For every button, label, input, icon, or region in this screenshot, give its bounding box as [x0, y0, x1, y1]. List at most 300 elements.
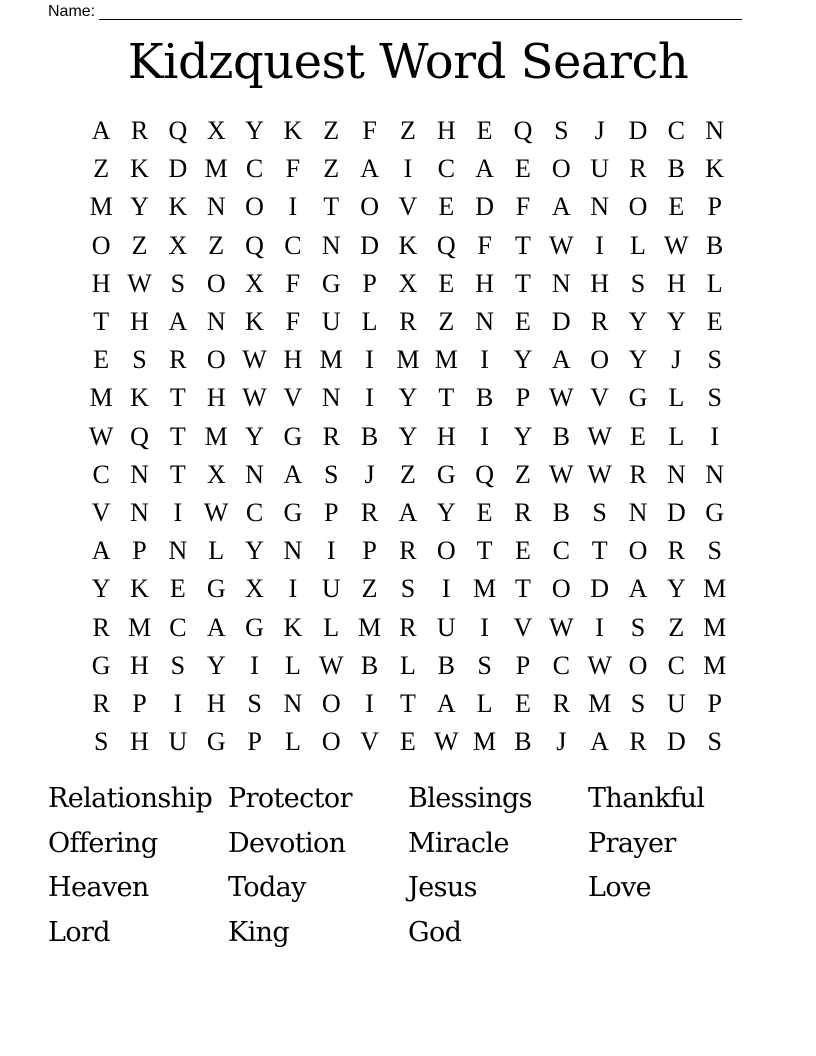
grid-letter: W [242, 345, 267, 375]
word-list [48, 776, 768, 955]
word-list-item: Offering [48, 827, 158, 859]
grid-letter: A [475, 154, 494, 184]
grid-letter: F [477, 230, 492, 260]
grid-letter: I [710, 421, 719, 451]
grid-letter: H [436, 421, 456, 451]
grid-letter: W [587, 650, 612, 680]
grid-letter: P [362, 268, 377, 298]
grid-letter: V [590, 383, 610, 413]
grid-letter: L [630, 230, 646, 260]
grid-letter: B [360, 421, 379, 451]
grid-letter: C [552, 536, 570, 566]
grid-letter: K [705, 154, 725, 184]
grid-letter: E [399, 727, 416, 757]
grid-letter: X [206, 116, 226, 146]
grid-letter: A [551, 192, 571, 222]
grid-letter: K [398, 230, 418, 260]
grid-letter: L [399, 650, 416, 680]
grid-letter: N [283, 688, 303, 718]
grid-letter: K [283, 116, 303, 146]
grid-letter: S [707, 345, 722, 375]
grid-letter: P [132, 688, 147, 718]
grid-letter: D [666, 497, 686, 527]
grid-letter: M [204, 421, 228, 451]
grid-letter: W [549, 383, 574, 413]
grid-letter: B [552, 421, 570, 451]
grid-letter: Y [245, 536, 264, 566]
grid-letter: T [169, 459, 186, 489]
grid-letter: M [89, 383, 113, 413]
grid-letter: A [551, 345, 571, 375]
grid-letter: Z [399, 459, 416, 489]
grid-letter: X [245, 268, 264, 298]
grid-letter: Y [628, 345, 648, 375]
grid-letter: V [398, 192, 418, 222]
grid-letter: I [595, 230, 604, 260]
grid-letter: G [206, 727, 226, 757]
grid-letter: M [703, 612, 727, 642]
grid-letter: Q [436, 230, 456, 260]
grid-letter: Y [245, 116, 264, 146]
grid-letter: Y [398, 421, 418, 451]
grid-letter: S [247, 688, 262, 718]
grid-letter: Y [628, 307, 648, 337]
grid-letter: N [551, 268, 571, 298]
grid-letter: K [130, 154, 149, 184]
grid-letter: P [324, 497, 339, 527]
grid-letter: M [473, 727, 497, 757]
grid-letter: T [438, 383, 455, 413]
grid-letter: T [399, 688, 416, 718]
name-write-line [99, 5, 742, 20]
grid-letter: I [365, 383, 374, 413]
grid-letter: Y [206, 650, 226, 680]
grid-letter: B [437, 650, 455, 680]
grid-letter: M [396, 345, 420, 375]
grid-letter: G [321, 268, 341, 298]
grid-letter: E [438, 268, 455, 298]
grid-letter: H [436, 116, 456, 146]
grid-letter: E [630, 421, 646, 451]
grid-letter: L [323, 612, 340, 642]
grid-letter: G [628, 383, 648, 413]
grid-letter: R [92, 612, 110, 642]
grid-letter: M [434, 345, 458, 375]
grid-letter: M [89, 192, 113, 222]
grid-letter: N [168, 536, 188, 566]
grid-letter: R [590, 307, 609, 337]
grid-letter: G [283, 421, 303, 451]
grid-letter: Z [131, 230, 148, 260]
grid-letter: O [360, 192, 379, 222]
grid-letter: Z [438, 307, 455, 337]
grid-letter: N [321, 230, 341, 260]
grid-letter: X [398, 268, 418, 298]
grid-letter: G [436, 459, 456, 489]
grid-letter: W [433, 727, 459, 757]
grid-letter: L [668, 421, 685, 451]
grid-letter: Y [130, 192, 149, 222]
grid-letter: M [319, 345, 343, 375]
grid-letter: I [480, 612, 489, 642]
grid-letter: P [132, 536, 147, 566]
word-list-item: Today [228, 872, 306, 904]
grid-letter: Z [668, 612, 685, 642]
grid-letter: C [552, 650, 570, 680]
grid-letter: I [441, 574, 451, 604]
grid-letter: W [587, 459, 612, 489]
grid-letter: R [399, 307, 417, 337]
grid-letter: S [707, 383, 722, 413]
grid-letter: N [130, 497, 149, 527]
grid-letter: B [667, 154, 685, 184]
grid-letter: R [399, 612, 417, 642]
grid-letter: Z [323, 116, 340, 146]
grid-letter: A [360, 154, 379, 184]
grid-letter: W [127, 268, 152, 298]
word-list-item: Devotion [228, 827, 346, 859]
grid-letter: A [91, 536, 111, 566]
grid-letter: W [203, 497, 229, 527]
grid-letter: C [92, 459, 110, 489]
grid-letter: D [628, 116, 648, 146]
grid-letter: S [170, 268, 186, 298]
page-title: Kidzquest Word Search [127, 34, 689, 90]
grid-letter: S [477, 650, 492, 680]
grid-letter: I [288, 192, 298, 222]
grid-letter: T [591, 536, 608, 566]
grid-letter: R [552, 688, 570, 718]
grid-letter: S [554, 116, 569, 146]
grid-letter: W [664, 230, 689, 260]
grid-letter: C [437, 154, 455, 184]
grid-letter: H [91, 268, 111, 298]
grid-letter: E [93, 345, 110, 375]
grid-letter: O [628, 536, 648, 566]
grid-letter: C [667, 650, 685, 680]
grid-letter: A [628, 574, 648, 604]
grid-letter: U [666, 688, 686, 718]
grid-letter: X [245, 574, 264, 604]
word-list-item: Relationship [48, 782, 213, 814]
grid-letter: S [707, 727, 722, 757]
grid-letter: B [475, 383, 494, 413]
grid-letter: O [628, 192, 648, 222]
grid-letter: Z [93, 154, 110, 184]
grid-letter: V [513, 612, 533, 642]
grid-letter: I [173, 688, 183, 718]
grid-letter: L [668, 383, 685, 413]
grid-letter: T [323, 192, 340, 222]
grid-letter: A [436, 688, 456, 718]
grid-letter: P [247, 727, 262, 757]
grid-letter: W [549, 230, 574, 260]
grid-letter: L [706, 268, 723, 298]
grid-letter: K [245, 307, 264, 337]
grid-letter: S [630, 268, 646, 298]
grid-letter: T [515, 230, 531, 260]
grid-letter: V [283, 383, 303, 413]
grid-letter: N [245, 459, 264, 489]
grid-letter: O [245, 192, 264, 222]
grid-letter: F [285, 307, 301, 337]
grid-letter: Y [436, 497, 456, 527]
grid-letter: Z [399, 116, 416, 146]
grid-letter: S [324, 459, 339, 489]
grid-letter: S [707, 536, 722, 566]
grid-letter: G [245, 612, 264, 642]
grid-letter: O [321, 727, 341, 757]
grid-letter: L [208, 536, 225, 566]
grid-letter: E [515, 688, 531, 718]
grid-letter: W [242, 383, 267, 413]
grid-letter: G [705, 497, 725, 527]
grid-letter: X [168, 230, 188, 260]
grid-letter: R [629, 154, 647, 184]
grid-letter: F [285, 154, 301, 184]
grid-letter: E [706, 307, 723, 337]
grid-letter: S [170, 650, 186, 680]
grid-letter: F [362, 116, 377, 146]
grid-letter: R [629, 727, 647, 757]
grid-letter: O [206, 345, 226, 375]
word-list-item: God [408, 917, 462, 949]
grid-letter: Z [323, 154, 340, 184]
grid-letter: S [400, 574, 416, 604]
grid-letter: F [515, 192, 531, 222]
grid-letter: W [549, 612, 574, 642]
grid-letter: G [91, 650, 111, 680]
grid-letter: D [590, 574, 610, 604]
grid-letter: M [127, 612, 152, 642]
grid-letter: Y [91, 574, 111, 604]
grid-letter: R [399, 536, 417, 566]
grid-letter: Z [515, 459, 531, 489]
grid-letter: R [169, 345, 187, 375]
grid-letter: A [91, 116, 111, 146]
grid-letter: L [284, 727, 301, 757]
grid-letter: R [322, 421, 340, 451]
grid-letter: I [480, 345, 489, 375]
grid-letter: I [365, 345, 374, 375]
grid-letter: M [703, 574, 727, 604]
grid-letter: N [705, 116, 725, 146]
grid-letter: R [360, 497, 379, 527]
grid-letter: E [169, 574, 186, 604]
word-list-item: Lord [48, 917, 110, 949]
grid-letter: Y [513, 345, 533, 375]
name-field [48, 0, 742, 20]
grid-letter: S [132, 345, 147, 375]
grid-letter: D [666, 727, 686, 757]
grid-letter: O [551, 154, 571, 184]
grid-letter: O [321, 688, 341, 718]
grid-letter: F [285, 268, 301, 298]
grid-letter: H [130, 307, 149, 337]
grid-letter: N [666, 459, 686, 489]
word-list-item: Miracle [408, 827, 509, 859]
grid-letter: C [245, 497, 264, 527]
word-list-item: Blessings [408, 782, 532, 814]
grid-letter: D [360, 230, 379, 260]
grid-letter: J [594, 116, 605, 146]
grid-letter: J [364, 459, 375, 489]
grid-letter: M [588, 688, 612, 718]
grid-letter: U [590, 154, 610, 184]
grid-letter: H [206, 688, 226, 718]
grid-letter: K [130, 383, 149, 413]
grid-letter: Q [475, 459, 494, 489]
word-list-item: Love [588, 872, 652, 904]
grid-letter: E [476, 116, 493, 146]
grid-letter: B [514, 727, 532, 757]
grid-letter: Q [513, 116, 533, 146]
grid-letter: C [284, 230, 302, 260]
grid-letter: H [475, 268, 494, 298]
word-list-item: King [228, 917, 290, 949]
letter-grid [82, 112, 734, 762]
grid-letter: V [360, 727, 379, 757]
grid-letter: I [173, 497, 183, 527]
grid-letter: Y [245, 421, 264, 451]
grid-letter: W [88, 421, 114, 451]
grid-letter: T [476, 536, 493, 566]
grid-letter: L [361, 307, 378, 337]
word-list-item: Thankful [588, 782, 705, 814]
grid-letter: B [360, 650, 379, 680]
grid-letter: N [590, 192, 610, 222]
grid-letter: S [592, 497, 607, 527]
grid-letter: R [92, 688, 110, 718]
grid-letter: C [667, 116, 685, 146]
grid-letter: Y [666, 307, 686, 337]
grid-letter: Q [168, 116, 188, 146]
word-list-item: Protector [228, 782, 352, 814]
grid-letter: V [91, 497, 111, 527]
grid-letter: N [705, 459, 725, 489]
grid-letter: K [130, 574, 149, 604]
grid-letter: K [283, 612, 303, 642]
grid-letter: U [321, 574, 341, 604]
word-list-item: Prayer [588, 827, 676, 859]
grid-letter: P [362, 536, 377, 566]
grid-letter: A [168, 307, 188, 337]
grid-letter: G [206, 574, 226, 604]
grid-letter: C [245, 154, 264, 184]
grid-letter: J [671, 345, 682, 375]
grid-letter: Q [130, 421, 149, 451]
grid-letter: T [93, 307, 110, 337]
grid-letter: O [91, 230, 111, 260]
grid-letter: T [169, 383, 186, 413]
name-label: Name: [48, 3, 96, 20]
word-list-item: Jesus [408, 872, 477, 904]
grid-letter: U [436, 612, 456, 642]
grid-letter: S [630, 612, 646, 642]
grid-letter: O [436, 536, 456, 566]
grid-letter: E [515, 154, 531, 184]
grid-letter: M [473, 574, 497, 604]
grid-letter: N [475, 307, 494, 337]
grid-letter: S [93, 727, 109, 757]
grid-letter: E [515, 536, 531, 566]
grid-letter: O [551, 574, 571, 604]
grid-letter: S [630, 688, 646, 718]
grid-letter: I [480, 421, 489, 451]
grid-letter: G [283, 497, 303, 527]
grid-letter: N [321, 383, 341, 413]
grid-letter: Y [513, 421, 533, 451]
grid-letter: M [204, 154, 228, 184]
grid-letter: Q [245, 230, 264, 260]
grid-letter: U [321, 307, 341, 337]
grid-letter: H [590, 268, 610, 298]
grid-letter: L [476, 688, 493, 718]
grid-letter: T [169, 421, 186, 451]
grid-letter: R [514, 497, 532, 527]
grid-letter: N [206, 192, 226, 222]
grid-letter: B [706, 230, 724, 260]
grid-letter: I [288, 574, 298, 604]
grid-letter: E [668, 192, 685, 222]
grid-letter: Y [398, 383, 418, 413]
grid-letter: T [515, 574, 531, 604]
grid-letter: O [206, 268, 226, 298]
grid-letter: I [365, 688, 374, 718]
grid-letter: Z [208, 230, 225, 260]
grid-letter: R [667, 536, 685, 566]
grid-letter: M [358, 612, 382, 642]
grid-letter: H [130, 650, 149, 680]
grid-letter: P [707, 192, 722, 222]
grid-letter: E [515, 307, 531, 337]
grid-letter: H [130, 727, 149, 757]
grid-letter: I [403, 154, 413, 184]
grid-letter: U [168, 727, 188, 757]
grid-letter: R [629, 459, 647, 489]
grid-letter: M [703, 650, 727, 680]
grid-letter: Z [361, 574, 378, 604]
grid-letter: W [587, 421, 612, 451]
grid-letter: I [595, 612, 604, 642]
grid-letter: I [250, 650, 259, 680]
grid-letter: N [628, 497, 648, 527]
word-list-item: Heaven [48, 872, 149, 904]
grid-letter: D [551, 307, 571, 337]
grid-letter: W [318, 650, 344, 680]
grid-letter: A [590, 727, 610, 757]
grid-letter: E [438, 192, 455, 222]
grid-letter: P [515, 383, 531, 413]
grid-letter: A [206, 612, 226, 642]
grid-letter: N [283, 536, 303, 566]
grid-letter: A [398, 497, 418, 527]
grid-letter: N [206, 307, 226, 337]
grid-letter: J [556, 727, 567, 757]
grid-letter: H [206, 383, 226, 413]
grid-letter: C [169, 612, 187, 642]
grid-letter: R [130, 116, 149, 146]
grid-letter: N [130, 459, 149, 489]
grid-letter: T [515, 268, 531, 298]
grid-letter: H [283, 345, 303, 375]
grid-letter: D [168, 154, 188, 184]
grid-letter: D [475, 192, 494, 222]
grid-letter: A [283, 459, 303, 489]
grid-letter: X [206, 459, 226, 489]
grid-letter: I [326, 536, 336, 566]
grid-letter: W [549, 459, 574, 489]
